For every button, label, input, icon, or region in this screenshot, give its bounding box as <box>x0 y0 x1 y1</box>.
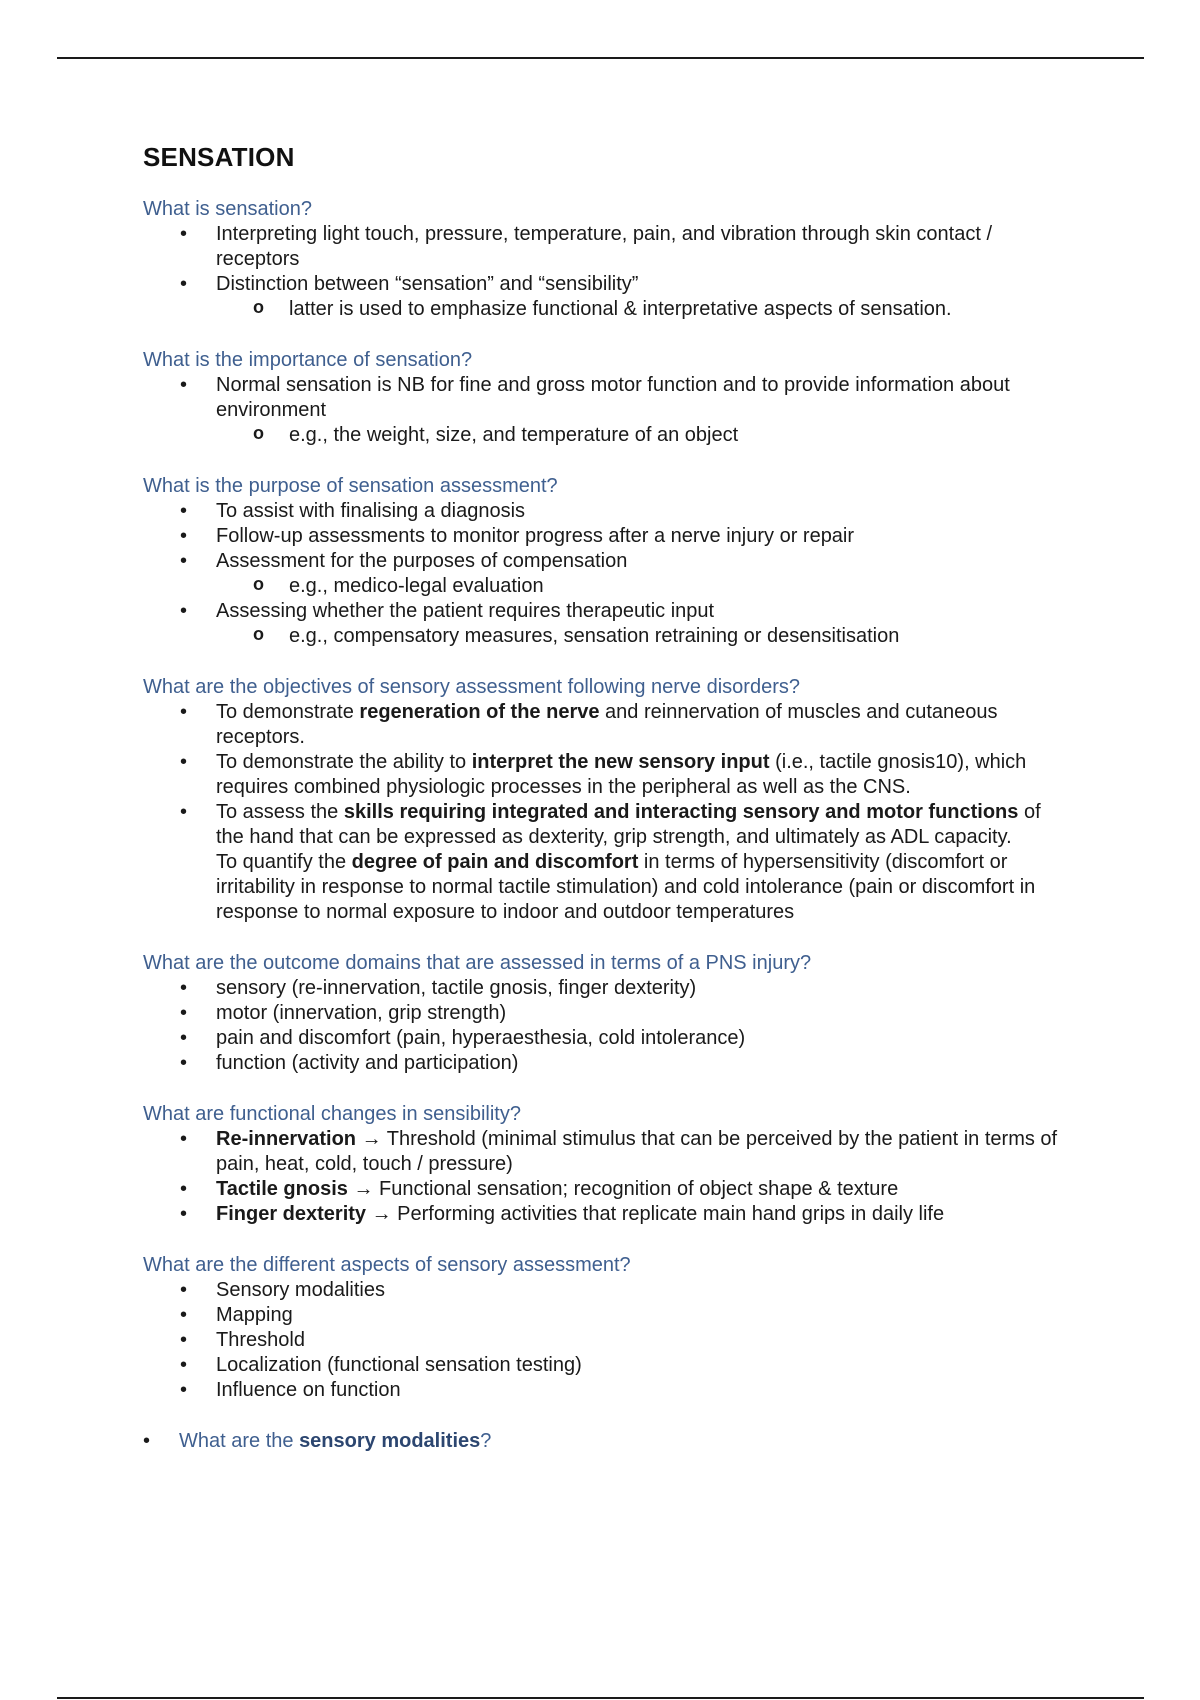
list-item: • Normal sensation is NB for fine and gross motor function and to provide information about environment o e.g., the weight, size, and temperature of an object <box>143 373 1073 448</box>
bullet-list <box>143 222 1073 322</box>
list-item: • Interpreting light touch, pressure, temperature, pain, and vibration through skin contact / receptors <box>143 222 1073 272</box>
sub-list-item: o e.g., medico-legal evaluation <box>216 574 1073 599</box>
footer-rule <box>57 1697 1144 1699</box>
bullet-list <box>143 1127 1073 1227</box>
list-item: • pain and discomfort (pain, hyperaesthesia, cold intolerance) <box>143 1026 1073 1051</box>
page-title: SENSATION <box>143 142 295 172</box>
list-item: • Follow-up assessments to monitor progress after a nerve injury or repair <box>143 524 1073 549</box>
sub-list <box>216 297 1073 322</box>
sub-list <box>216 574 1073 599</box>
question-heading: What is the purpose of sensation assessment? <box>143 475 558 497</box>
sub-list-item: o latter is used to emphasize functional & interpretative aspects of sensation. <box>216 297 1073 322</box>
list-item: • Assessing whether the patient requires therapeutic input o e.g., compensatory measures, sensation retraining or desensitisation <box>143 599 1073 649</box>
section-what-is-sensation <box>143 197 1073 322</box>
sensory-modalities-question: • What are the sensory modalities? <box>143 1429 1073 1454</box>
bullet-list <box>143 499 1073 649</box>
section-functional-changes <box>143 1102 1073 1227</box>
list-item: • To demonstrate regeneration of the nerve and reinnervation of muscles and cutaneous receptors. <box>143 700 1073 750</box>
sub-list <box>216 624 1073 649</box>
question-heading: What is sensation? <box>143 198 312 220</box>
section-aspects <box>143 1253 1073 1403</box>
section-importance <box>143 348 1073 448</box>
list-item: • Tactile gnosis → Functional sensation; recognition of object shape & texture <box>143 1177 1073 1202</box>
list-item: • Threshold <box>143 1328 1073 1353</box>
sub-list-item: o e.g., compensatory measures, sensation retraining or desensitisation <box>216 624 1073 649</box>
question-heading: What are functional changes in sensibility? <box>143 1103 521 1125</box>
bullet-list <box>143 976 1073 1076</box>
list-item: • Distinction between “sensation” and “sensibility” o latter is used to emphasize functional & interpretative aspects of sensation. <box>143 272 1073 322</box>
bullet-list <box>143 373 1073 448</box>
question-heading: What are the outcome domains that are assessed in terms of a PNS injury? <box>143 952 812 974</box>
list-item: • Sensory modalities <box>143 1278 1073 1303</box>
bullet-list <box>143 700 1073 925</box>
list-item: • sensory (re-innervation, tactile gnosis, finger dexterity) <box>143 976 1073 1001</box>
list-item: • Assessment for the purposes of compensation o e.g., medico-legal evaluation <box>143 549 1073 599</box>
list-item: • function (activity and participation) <box>143 1051 1073 1076</box>
question-heading: What is the importance of sensation? <box>143 349 473 371</box>
list-item: • To assist with finalising a diagnosis <box>143 499 1073 524</box>
section-objectives <box>143 675 1073 925</box>
list-item: • Mapping <box>143 1303 1073 1328</box>
list-item: • motor (innervation, grip strength) <box>143 1001 1073 1026</box>
header-rule <box>57 57 1144 59</box>
list-item: • To demonstrate the ability to interpret the new sensory input (i.e., tactile gnosis10), which requires combined physiologic processes in the peripheral as well as the CNS. <box>143 750 1073 800</box>
list-item: • Re-innervation → Threshold (minimal stimulus that can be perceived by the patient in terms of pain, heat, cold, touch / pressure) <box>143 1127 1073 1177</box>
question-heading: What are the different aspects of sensory assessment? <box>143 1254 631 1276</box>
continuation-paragraph: To quantify the degree of pain and discomfort in terms of hypersensitivity (discomfort or irritability in response to normal tactile stimulation) and cold intolerance (pain or discomfort in response to normal exposure to indoor and outdoor temperatures <box>216 851 1036 923</box>
sub-list <box>216 423 1073 448</box>
list-item: • To assess the skills requiring integrated and interacting sensory and motor functions of the hand that can be expressed as dexterity, grip strength, and ultimately as ADL capacity. To quantify the degree of pain and discomfort in terms of hypersensitivity (discomfort or irritability in response to normal tactile stimulation) and cold intolerance (pain or discomfort in response to normal exposure to indoor and outdoor temperatures <box>143 800 1073 925</box>
list-item: • Finger dexterity → Performing activities that replicate main hand grips in daily life <box>143 1202 1073 1227</box>
section-purpose <box>143 474 1073 649</box>
list-item: • Localization (functional sensation testing) <box>143 1353 1073 1378</box>
list-item: • Influence on function <box>143 1378 1073 1403</box>
section-outcome-domains <box>143 951 1073 1076</box>
bullet-list <box>143 1278 1073 1403</box>
question-heading: What are the objectives of sensory assessment following nerve disorders? <box>143 676 800 698</box>
sub-list-item: o e.g., the weight, size, and temperature of an object <box>216 423 1073 448</box>
document-body <box>143 142 1073 1454</box>
